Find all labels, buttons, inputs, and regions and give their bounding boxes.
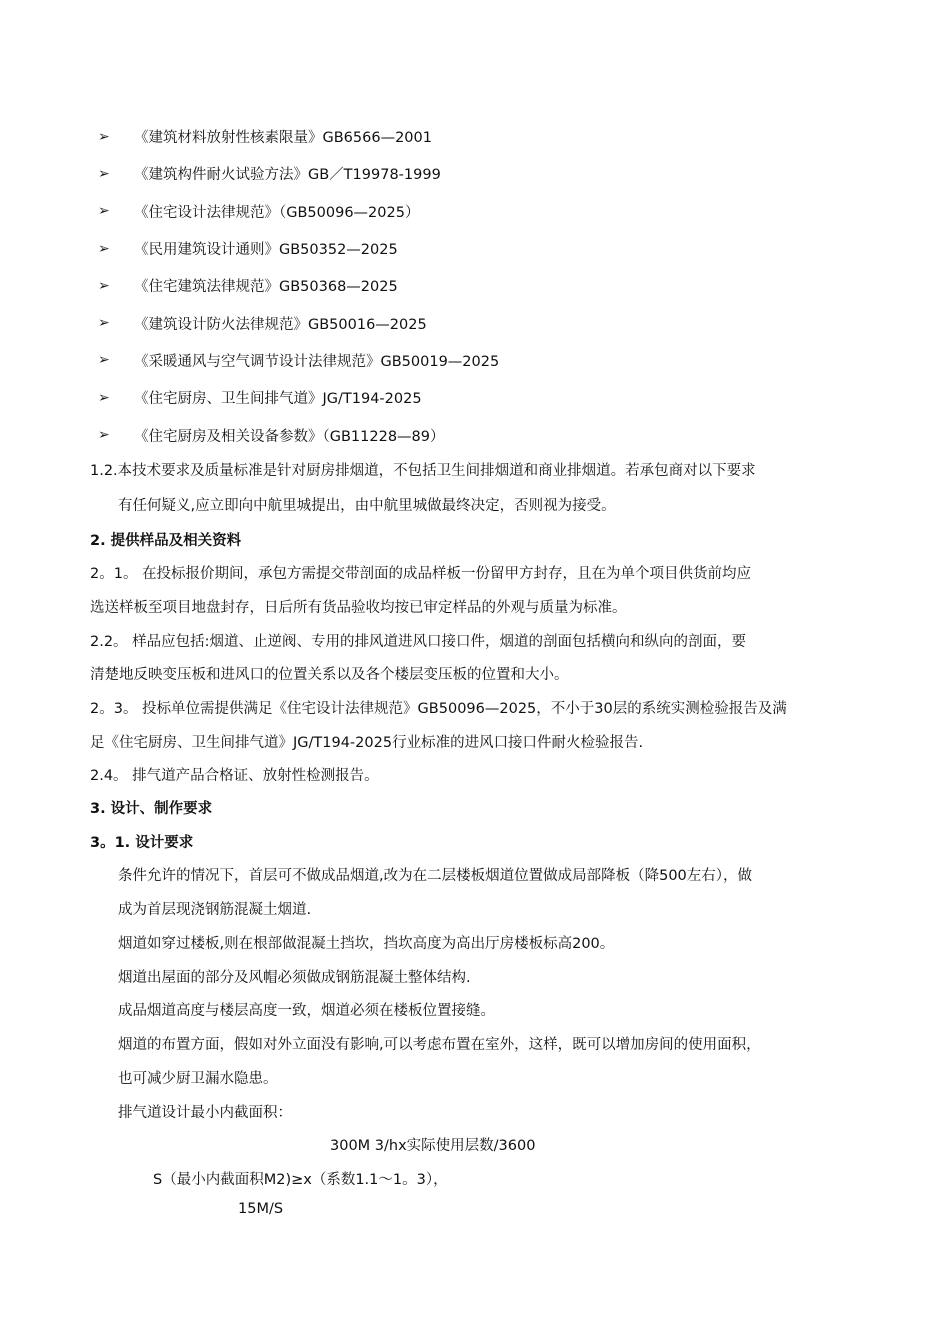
- section-2-3-line-2: 足《住宅厨房、卫生间排气道》JG/T194-2025行业标准的进风口接口件耐火检验报告.: [90, 735, 644, 751]
- design-line-6: 烟道的布置方面，假如对外立面没有影响,可以考虑布置在室外，这样，既可以增加房间的使用面积，: [118, 1037, 761, 1053]
- section-3-1-heading: 3。1. 设计要求: [90, 835, 194, 851]
- list-item: [98, 267, 499, 304]
- list-item: [98, 230, 499, 267]
- arrow-bullet-icon: ➢: [98, 165, 110, 182]
- formula-numerator: 300M 3/hx实际使用层数/3600: [330, 1138, 536, 1154]
- design-line-7: 也可减少厨卫漏水隐患。: [118, 1071, 278, 1087]
- formula-denominator: 15M/S: [238, 1201, 284, 1217]
- arrow-bullet-icon: ➢: [98, 277, 110, 294]
- list-item: [98, 304, 499, 341]
- design-line-3: 烟道如穿过楼板,则在根部做混凝土挡坎，挡坎高度为高出厅房楼板标高200。: [118, 936, 615, 952]
- arrow-bullet-icon: ➢: [98, 128, 110, 145]
- design-line-4: 烟道出屋面的部分及风帽必须做成钢筋混凝土整体结构.: [118, 970, 471, 986]
- design-line-8: 排气道设计最小内截面积：: [118, 1105, 292, 1121]
- standard-text: 《住宅建筑法律规范》GB50368—2025: [134, 279, 398, 296]
- design-line-5: 成品烟道高度与楼层高度一致，烟道必须在楼板位置接缝。: [118, 1003, 495, 1019]
- section-1-2-line-2: 有任何疑义,应立即向中航里城提出，由中航里城做最终决定，否则视为接受。: [118, 498, 616, 514]
- section-1-2-line-1: 1.2.本技术要求及质量标准是针对厨房排烟道，不包括卫生间排烟道和商业排烟道。若承包商对以下要求: [90, 463, 756, 479]
- standard-text: 《采暖通风与空气调节设计法律规范》GB50019—2025: [134, 353, 500, 370]
- standard-text: 《住宅厨房及相关设备参数》（GB11228—89）: [134, 428, 445, 445]
- section-2-1-line-1: 2。1。 在投标报价期间，承包方需提交带剖面的成品样板一份留甲方封存，且在为单个项目供货前均应: [90, 566, 752, 582]
- list-item: [98, 342, 499, 379]
- design-line-1: 条件允许的情况下，首层可不做成品烟道,改为在二层楼板烟道位置做成局部降板（降500左右），做: [118, 868, 753, 884]
- list-item: [98, 193, 499, 230]
- section-3-heading: 3. 设计、制作要求: [90, 801, 213, 817]
- design-line-2: 成为首层现浇钢筋混凝土烟道.: [118, 902, 312, 918]
- arrow-bullet-icon: ➢: [98, 389, 110, 406]
- standards-list: [98, 118, 499, 454]
- section-2-4: 2.4。 排气道产品合格证、放射性检测报告。: [90, 768, 379, 784]
- section-2-1-line-2: 选送样板至项目地盘封存，日后所有货品验收均按已审定样品的外观与质量为标准。: [90, 600, 627, 616]
- list-item: [98, 155, 499, 192]
- list-item: [98, 118, 499, 155]
- standard-text: 《建筑构件耐火试验方法》GB／T19978-1999: [134, 167, 441, 184]
- arrow-bullet-icon: ➢: [98, 240, 110, 257]
- section-2-heading: 2. 提供样品及相关资料: [90, 533, 242, 549]
- arrow-bullet-icon: ➢: [98, 203, 110, 220]
- standard-text: 《住宅设计法律规范》（GB50096—2025）: [134, 204, 420, 221]
- section-2-3-line-1: 2。3。 投标单位需提供满足《住宅设计法律规范》GB50096—2025，不小于30层的系统实测检验报告及满: [90, 701, 787, 717]
- section-2-2-line-1: 2.2。 样品应包括:烟道、止逆阀、专用的排风道进风口接口件，烟道的剖面包括横向和纵向的剖面，要: [90, 634, 747, 650]
- formula-main: S（最小内截面积M2)≥x（系数1.1～1。3），: [153, 1172, 448, 1188]
- standard-text: 《住宅厨房、卫生间排气道》JG/T194-2025: [134, 391, 422, 408]
- arrow-bullet-icon: ➢: [98, 352, 110, 369]
- arrow-bullet-icon: ➢: [98, 315, 110, 332]
- standard-text: 《民用建筑设计通则》GB50352—2025: [134, 242, 398, 259]
- standard-text: 《建筑设计防火法律规范》GB50016—2025: [134, 316, 427, 333]
- arrow-bullet-icon: ➢: [98, 427, 110, 444]
- standard-text: 《建筑材料放射性核素限量》GB6566—2001: [134, 130, 432, 147]
- list-item: [98, 416, 499, 453]
- list-item: [98, 379, 499, 416]
- section-2-2-line-2: 清楚地反映变压板和进风口的位置关系以及各个楼层变压板的位置和大小。: [90, 667, 569, 683]
